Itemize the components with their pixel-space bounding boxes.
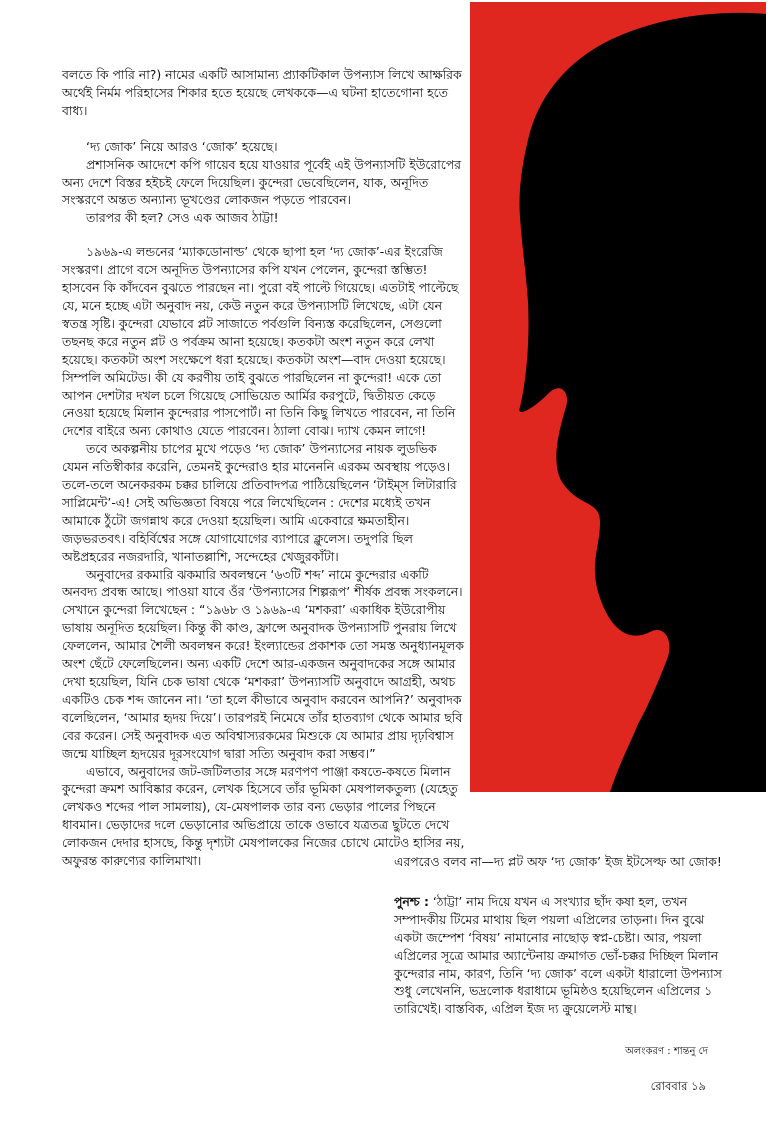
paragraph-4: তারপর কী হল? সেও এক আজব ঠাট্টা! — [86, 210, 279, 226]
page-folio: রোববার ১৯ — [650, 1079, 706, 1093]
postscript-lead: পুনশ্চ : — [394, 893, 429, 909]
paragraph-7: অনুবাদের রকমারি ঝকমারি অবলম্বনে ‘৬৩টি শব্দ’ নামে কুন্দেরার একটি অনবদ্য প্রবন্ধ আছে। পাওয়া যাবে ওঁর ‘উপন্যাসের শিল্পরূপ’ শীর্ষক প্রবন্ধ সংকলনে। সেখানে কুন্দেরা লিখেছেন : “১৯৬৮ ও ১৯৬৯-এ ‘মশকরা’ একাধিক ইউরোপীয় ভাষায় অনূদিত হয়েছিল। কিন্তু কী কাণ্ড, ফ্রান্সে অনুবাদক উপন্যাসটি পুনরায় লিখে ফেললেন, আমার শৈলী অবলম্বন করে! ইংল্যান্ডের প্রকাশক তো সমস্ত অনুধ্যানমূলক অংশ ছেঁটে ফেলেছিলেন। অন্য একটি দেশে আর-একজন অনুবাদকের সঙ্গে আমার দেখা হয়েছিল, যিনি চেক ভাষা থেকে ‘মশকরা’ উপন্যাসটি অনুবাদে আগ্রহী, অথচ একটিও চেক শব্দ জানেন না। ‘তা হলে কীভাবে অনুবাদ করবেন আপনি?’ অনুবাদক বলেছিলেন, ‘আমার হৃদয় দিয়ে’। তারপরই নিমেষে তাঁর হাতব্যাগ থেকে আমার ছবি বের করেন। সেই অনুবাদক এত অবিশ্বাস্যরকমের মিশুকে যে আমার প্রায় দৃঢ়বিশ্বাস জন্মে যাচ্ছিল হৃদয়ের দূরসংযোগ দ্বারা সত্যি অনুবাদ করা সম্ভব।” — [62, 566, 464, 761]
head-silhouette-icon — [470, 2, 766, 792]
article-left-column — [62, 66, 467, 870]
postscript-text: ‘ঠাট্টা’ নাম দিয়ে যখন এ সংখ্যার ছাঁদ কষা হল, তখন সম্পাদকীয় টিমের মাথায় ছিল পয়লা এপ্রিলের তাড়না। দিন বুঝে একটা জম্পেশ ‘বিষয়’ নামানোর নাছোড় স্বপ্ন-চেষ্টা। আর, পয়লা এপ্রিলের সূত্রে আমার অ্যান্টেনায় ক্রমাগত ভোঁ-চক্কর দিচ্ছিল মিলান কুন্দেরার নাম, কারণ, তিনি ‘দ্য জোক’ বলে একটা ধারালো উপন্যাস শুধু লেখেননি, ভদ্রলোক ধরাধামে ভূমিষ্ঠও হয়েছিলেন এপ্রিলের ১ তারিখেই। বাস্তবিক, এপ্রিল ইজ দ্য ক্রুয়েলেস্ট মান্থ। — [394, 893, 722, 1017]
illustration-credit: অলংকরণ : শান্তনু দে — [625, 1046, 708, 1057]
paragraph-8: এভাবে, অনুবাদের জট-জটিলতার সঙ্গে মরণপণ পাঞ্জা কষতে-কষতে মিলান কুন্দেরা ক্রমশ আবিষ্কার করেন, লেখক হিসেবে তাঁর ভূমিকা মেষপালকতুল্য (যেহেতু লেখকও শব্দের পাল সামলায়), যে-মেষপালক তার বন্য ভেড়ার পালের পিছনে ধাবমান। ভেড়াদের দলে ভেড়ানোর অভিপ্রায়ে তাকে ওভাবে যত্রতত্র ছুটতে দেখে লোকজন দেদার হাসছে, কিন্তু দৃশ্যটা মেষপালকের নিজের চোখে মোটেও হাসির নয়, অফুরন্ত কারুণ্যের কালিমাখা। — [62, 763, 465, 869]
paragraph-6: তবে অকল্পনীয় চাপের মুখে পড়েও ‘দ্য জোক’ উপন্যাসের নায়ক লুডভিক যেমন নতিস্বীকার করেনি, তেমনই কুন্দেরাও হার মানেননি এরকম অবস্থায় পড়েও। তলে-তলে অনেকরকম চক্কর চালিয়ে প্রতিবাদপত্র পাঠিয়েছিলেন ‘টাইম্স লিটারারি সাপ্লিমেন্ট’-এ! সেই অভিজ্ঞতা বিষয়ে পরে লিখেছিলেন : দেশের মধ্যেই তখন আমাকে ঠুঁটো জগন্নাথ করে দেওয়া হয়েছিল। আমি একেবারে ক্ষমতাহীন। জড়ভরতবৎ। বহির্বিশ্বের সঙ্গে যোগাযোগের ব্যাপারে ক্লুলেস। তদুপরি ছিল অষ্টপ্রহরের নজরদারি, খানাতল্লাশি, সন্দেহের খেজুরকাঁটা। — [62, 441, 457, 564]
paragraph-5: ১৯৬৯-এ লন্ডনের ‘ম্যাকডোনাল্ড’ থেকে ছাপা হল ‘দ্য জোক’-এর ইংরেজি সংস্করণ। প্রাগে বসে অনূদিত উপন্যাসের কপি যখন পেলেন, কুন্দেরা স্তম্ভিত! হাসবেন কি কাঁদবেন বুঝতে পারছেন না। পুরো বই পাল্টে গিয়েছে। এতটাই পাল্টেছে যে, মনে হচ্ছে এটা অনুবাদ নয়, কেউ নতুন করে উপন্যাসটি লিখেছে, এটা যেন স্বতন্ত্র সৃষ্টি। কুন্দেরা যেভাবে প্লট সাজাতে পর্বগুলি বিন্যস্ত করেছিলেন, সেগুলো তছনছ করে নতুন প্লট ও পর্বক্রম আনা হয়েছে। কতকটা অংশ নতুন করে লেখা হয়েছে। কতকটা অংশ সংক্ষেপে ধরা হয়েছে। কতকটা অংশ—বাদ দেওয়া হয়েছে। সিম্পলি অমিটেড। কী যে করণীয় তাই বুঝতে পারছিলেন না কুন্দেরা! একে তো আপন দেশটার দখল চলে গিয়েছে সোভিয়েত আর্মির করপুটে, দ্বিতীয়ত কেড়ে নেওয়া হয়েছে মিলান কুন্দেরার পাসপোর্ট। না তিনি কিছু লিখতে পারবেন, না তিনি দেশের বাইরে অন্য কোথাও যেতে পারবেন। ঠ্যালা বোঝ। দ্যাখ কেমন লাগে! — [62, 244, 459, 439]
paragraph-3: প্রশাসনিক আদেশে কপি গায়েব হয়ে যাওয়ার পূর্বেই এই উপন্যাসটি ইউরোপের অন্য দেশে বিস্তর হইচই ফেলে দিয়েছিল। কুন্দেরা ভেবেছিলেন, যাক, অনূদিত সংস্করণে অন্তত অন্যান্য ভূখণ্ডের লোকজন পড়তে পারবেন। — [62, 156, 461, 208]
paragraph-1: বলতে কি পারি না?) নামের একটি আসামান্য প্র্যাকটিকাল উপন্যাস লিখে আক্ষরিক অর্থেই নির্মম পরিহাসের শিকার হতে হয়েছে লেখককে—এ ঘটনা হাতেগোনা হতে বাধ্য। — [62, 67, 462, 118]
article-right-column — [394, 853, 734, 1036]
paragraph-2: ‘দ্য জোক’ নিয়ে আরও ‘জোক’ হয়েছে। — [86, 138, 278, 154]
postscript — [394, 893, 734, 1018]
closing-line: এরপরেও বলব না—দ্য প্লট অফ ‘দ্য জোক’ ইজ ইটসেল্ফ আ জোক! — [394, 854, 722, 869]
silhouette-illustration — [470, 2, 766, 792]
